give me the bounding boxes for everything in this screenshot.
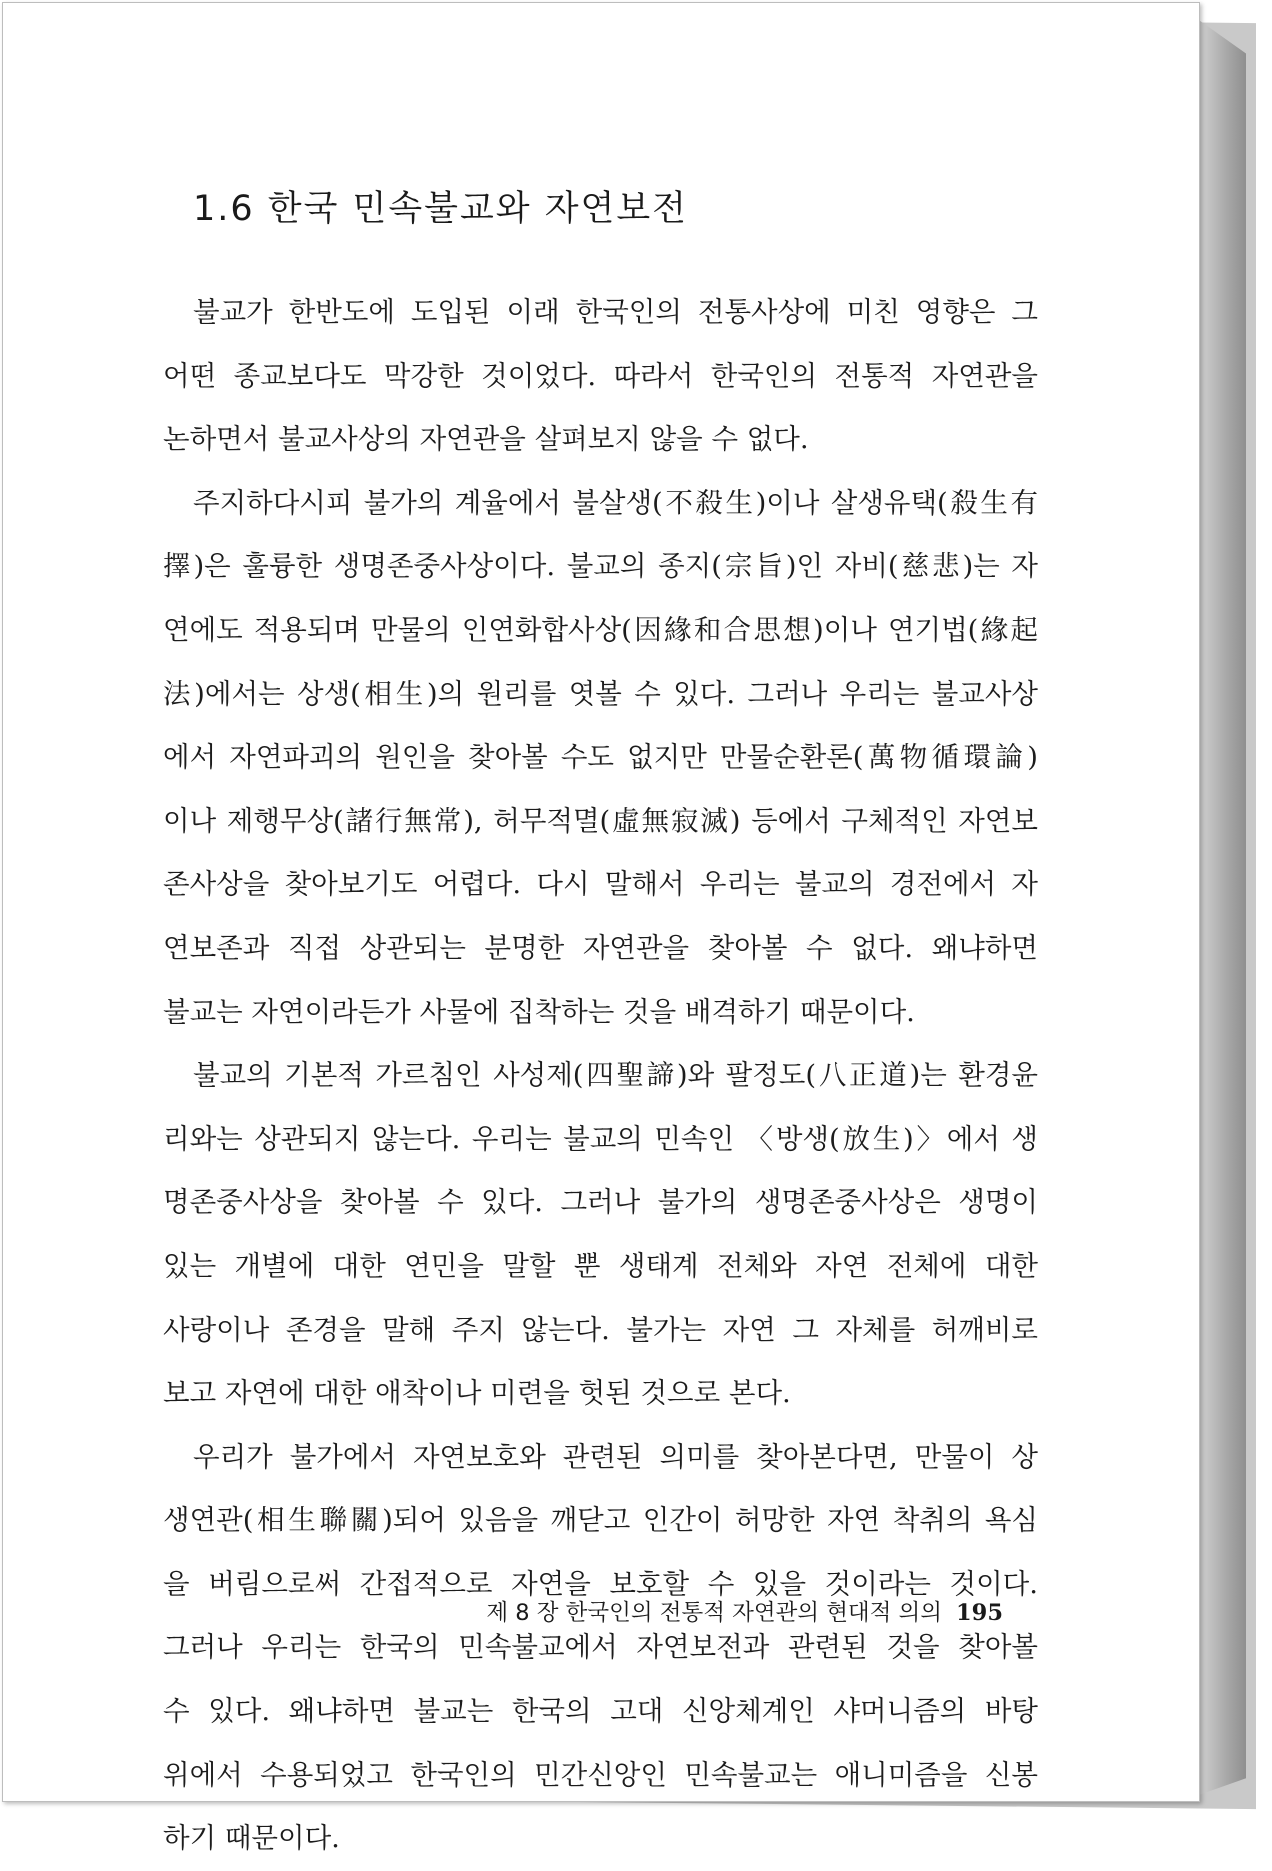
text-line: 을 버림으로써 간접적으로 자연을 보호할 수 있을 것이라는 것이다. xyxy=(163,1567,1038,1600)
text-line: 그러나 우리는 한국의 민속불교에서 자연보전과 관련된 것을 찾아볼 xyxy=(163,1631,1038,1664)
text-line: 주지하다시피 불가의 계율에서 불살생(不殺生)이나 살생유택(殺生有 xyxy=(193,486,1038,519)
text-line: 수 있다. 왜냐하면 불교는 한국의 고대 신앙체계인 샤머니즘의 바탕 xyxy=(163,1695,1038,1728)
section-title: 1.6 한국 민속불교와 자연보전 xyxy=(193,189,688,229)
text-line: 연에도 적용되며 만물의 인연화합사상(因緣和合思想)이나 연기법(緣起 xyxy=(163,613,1038,646)
text-line: 우리가 불가에서 자연보호와 관련된 의미를 찾아본다면, 만물이 상 xyxy=(193,1440,1038,1473)
text-line: 어떤 종교보다도 막강한 것이었다. 따라서 한국인의 전통적 자연관을 xyxy=(163,359,1038,392)
text-line: 리와는 상관되지 않는다. 우리는 불교의 민속인 〈방생(放生)〉에서 생 xyxy=(163,1122,1038,1155)
text-line: 위에서 수용되었고 한국인의 민간신앙인 민속불교는 애니미즘을 신봉 xyxy=(163,1758,1038,1791)
text-line: 불교의 기본적 가르침인 사성제(四聖諦)와 팔정도(八正道)는 환경윤 xyxy=(193,1059,1038,1092)
text-line: 사랑이나 존경을 말해 주지 않는다. 불가는 자연 그 자체를 허깨비로 xyxy=(163,1313,1038,1346)
text-line: 이나 제행무상(諸行無常), 허무적멸(虛無寂滅) 등에서 구체적인 자연보 xyxy=(163,804,1038,837)
text-line: 보고 자연에 대한 애착이나 미련을 헛된 것으로 본다. xyxy=(163,1377,791,1410)
text-line: 法)에서는 상생(相生)의 원리를 엿볼 수 있다. 그러나 우리는 불교사상 xyxy=(163,677,1038,710)
text-line: 존사상을 찾아보기도 어렵다. 다시 말해서 우리는 불교의 경전에서 자 xyxy=(163,868,1038,901)
page-number: 195 xyxy=(956,1600,1003,1626)
text-line: 있는 개별에 대한 연민을 말할 뿐 생태계 전체와 자연 전체에 대한 xyxy=(163,1249,1038,1282)
text-line: 연보존과 직접 상관되는 분명한 자연관을 찾아볼 수 없다. 왜냐하면 xyxy=(163,931,1038,964)
page-stack-edge xyxy=(1196,18,1246,1796)
text-line: 擇)은 훌륭한 생명존중사상이다. 불교의 종지(宗旨)인 자비(慈悲)는 자 xyxy=(163,550,1038,583)
text-line: 명존중사상을 찾아볼 수 있다. 그러나 불가의 생명존중사상은 생명이 xyxy=(163,1186,1038,1219)
text-line: 생연관(相生聯關)되어 있음을 깨닫고 인간이 허망한 자연 착취의 욕심 xyxy=(163,1504,1038,1537)
text-line: 에서 자연파괴의 원인을 찾아볼 수도 없지만 만물순환론(萬物循環論) xyxy=(163,741,1038,774)
footer-chapter-title: 제 8 장 한국인의 전통적 자연관의 현대적 의의 xyxy=(486,1600,943,1626)
book-page xyxy=(2,2,1200,1855)
text-line: 불교는 자연이라든가 사물에 집착하는 것을 배격하기 때문이다. xyxy=(163,995,915,1028)
text-line: 논하면서 불교사상의 자연관을 살펴보지 않을 수 없다. xyxy=(163,423,809,456)
body-text xyxy=(163,281,1038,1871)
running-footer xyxy=(473,1595,1003,1627)
text-line: 하기 때문이다. xyxy=(163,1822,340,1855)
text-line: 불교가 한반도에 도입된 이래 한국인의 전통사상에 미친 영향은 그 xyxy=(193,296,1038,328)
